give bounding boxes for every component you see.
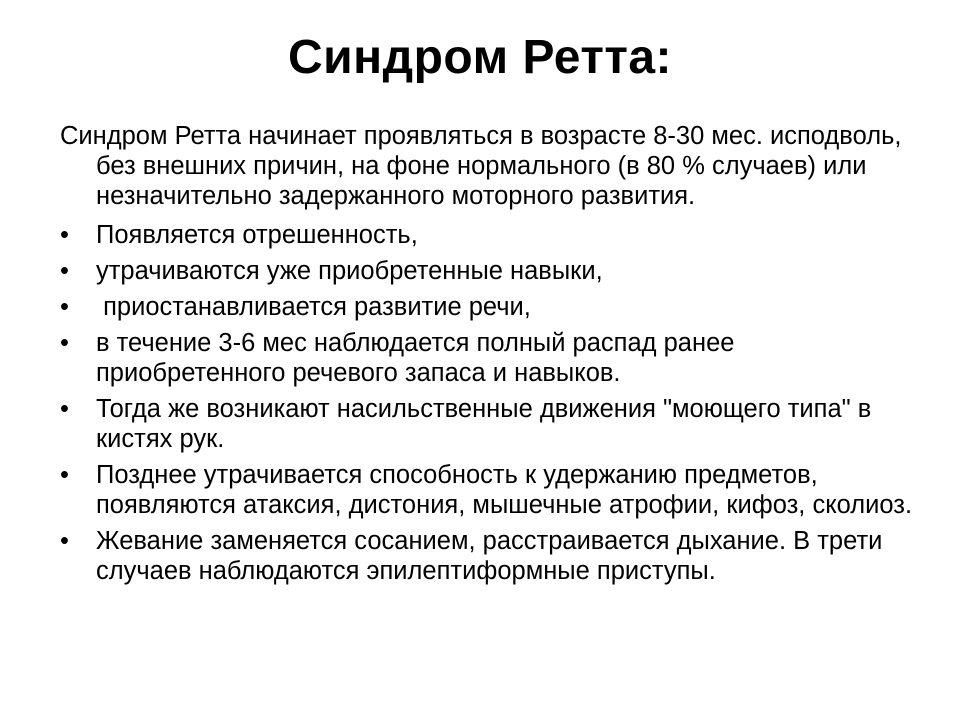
bullet-text: Появляется отрешенность, bbox=[96, 221, 418, 249]
bullet-dot-icon: • bbox=[60, 221, 69, 249]
slide-body bbox=[60, 121, 920, 592]
bullet-item bbox=[60, 394, 920, 454]
bullet-dot-icon: • bbox=[60, 395, 69, 423]
bullet-item bbox=[60, 220, 920, 250]
bullet-item bbox=[60, 328, 920, 388]
bullet-dot-icon: • bbox=[60, 461, 69, 489]
bullet-text: приостанавливается развитие речи, bbox=[96, 293, 531, 321]
bullet-text: в течение 3-6 мес наблюдается полный распад ранее приобретенного речевого запаса и навыков. bbox=[96, 329, 735, 387]
bullet-text: Жевание заменяется сосанием, расстраивается дыхание. В трети случаев наблюдаются эпилептиформные приступы. bbox=[96, 527, 883, 585]
slide-title: Синдром Ретта: bbox=[287, 31, 673, 84]
bullet-dot-icon: • bbox=[60, 293, 69, 321]
bullet-dot-icon: • bbox=[60, 257, 69, 285]
bullet-text: утрачиваются уже приобретенные навыки, bbox=[96, 257, 603, 285]
intro-paragraph: Синдром Ретта начинает проявляться в возрасте 8-30 мес. исподволь, без внешних причин, на фоне нормального (в 80 % случаев) или незначительно задержанного моторного развития. bbox=[60, 122, 902, 210]
bullet-text: Тогда же возникают насильственные движения "моющего типа" в кистях рук. bbox=[96, 395, 872, 453]
bullet-item bbox=[60, 460, 920, 520]
bullet-item bbox=[60, 256, 920, 286]
bullet-dot-icon: • bbox=[60, 527, 69, 555]
bullet-list bbox=[60, 220, 920, 586]
bullet-item bbox=[60, 292, 920, 322]
bullet-text: Позднее утрачивается способность к удержанию предметов, появляются атаксия, дистония, мышечные атрофии, кифоз, сколиоз. bbox=[96, 461, 913, 519]
bullet-dot-icon: • bbox=[60, 329, 69, 357]
bullet-item bbox=[60, 526, 920, 586]
